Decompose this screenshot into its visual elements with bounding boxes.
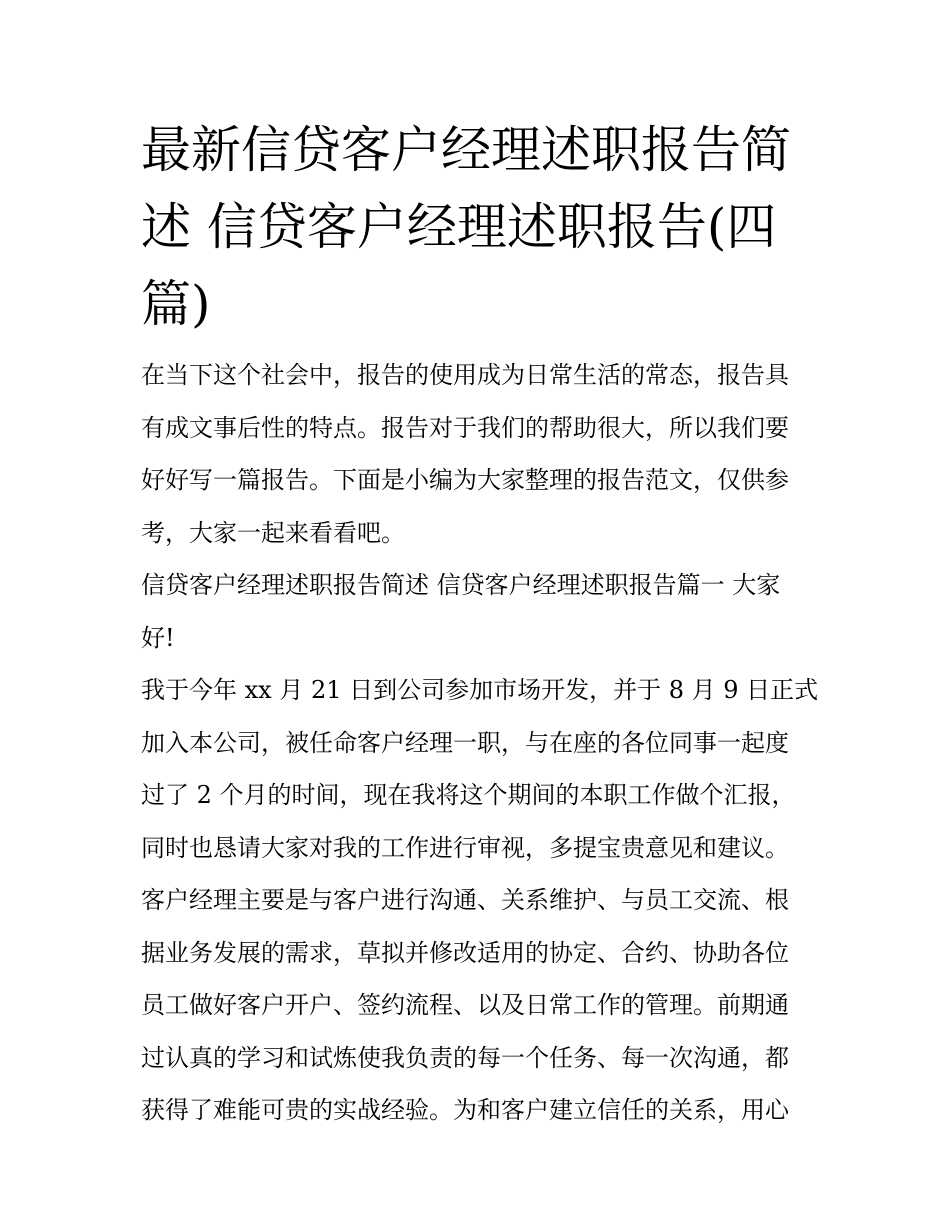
text-line: 在当下这个社会中，报告的使用成为日常生活的常态，报告具	[141, 361, 789, 389]
text-line: 加入本公司，被任命客户经理一职，与在座的各位同事一起度	[141, 728, 789, 757]
text-line: 考，大家一起来看看吧。	[141, 518, 405, 547]
title-line: 篇)	[141, 275, 211, 333]
text-line: 好!	[141, 623, 175, 652]
text-line: 有成文事后性的特点。报告对于我们的帮助很大，所以我们要	[141, 413, 789, 442]
title-line: 述 信贷客户经理述职报告(四	[141, 198, 777, 256]
document-page	[141, 112, 819, 1137]
body-paragraph	[141, 664, 819, 1137]
text-line: 同时也恳请大家对我的工作进行审视，多提宝贵意见和建议。	[141, 833, 789, 862]
text-line: 我于今年 xx 月 21 日到公司参加市场开发，并于 8 月 9 日正式	[141, 676, 819, 704]
text-line: 好好写一篇报告。下面是小编为大家整理的报告范文，仅供参	[141, 466, 789, 494]
text-line: 过了 2 个月的时间，现在我将这个期间的本职工作做个汇报，	[141, 781, 796, 809]
text-line: 据业务发展的需求，草拟并修改适用的协定、合约、协助各位	[141, 938, 789, 967]
document-title	[141, 112, 813, 343]
text-line: 信贷客户经理述职报告简述 信贷客户经理述职报告篇一 大家	[141, 571, 781, 599]
text-line: 员工做好客户开户、签约流程、以及日常工作的管理。前期通	[141, 991, 789, 1019]
title-line: 最新信贷客户经理述职报告简	[141, 121, 791, 179]
section-heading-paragraph	[141, 559, 813, 664]
text-line: 客户经理主要是与客户进行沟通、关系维护、与员工交流、根	[141, 886, 789, 914]
text-line: 过认真的学习和试炼使我负责的每一个任务、每一次沟通，都	[141, 1043, 789, 1072]
intro-paragraph	[141, 349, 813, 559]
text-line: 获得了难能可贵的实战经验。为和客户建立信任的关系，用心	[141, 1096, 789, 1124]
